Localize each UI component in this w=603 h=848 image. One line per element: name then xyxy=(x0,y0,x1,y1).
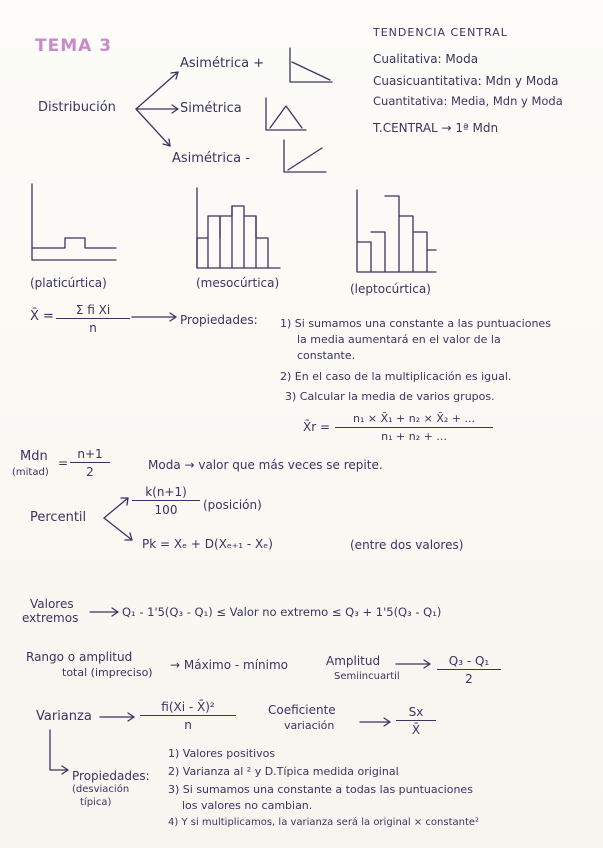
variance-property-3b: los valores no cambian. xyxy=(182,799,313,812)
variance-properties-sub-1: (desviación xyxy=(72,784,130,795)
variance-arrows xyxy=(50,713,390,774)
variance-property-1: 1) Valores positivos xyxy=(168,747,276,760)
variance-properties-label: Propiedades: xyxy=(72,769,150,783)
symmetric-sketch xyxy=(266,98,306,130)
asymmetric-negative-label: Asimétrica - xyxy=(172,151,250,166)
variance-label: Varianza xyxy=(36,709,92,724)
variation-coefficient-label-2: variación xyxy=(284,719,335,732)
mesokurtic-label: (mesocúrtica) xyxy=(196,276,280,290)
asymmetric-positive-label: Asimétrica + xyxy=(180,56,265,71)
extremes-label-1: Valores xyxy=(30,597,74,611)
mean-properties-label: Propiedades: xyxy=(180,313,258,327)
central-heading: TENDENCIA CENTRAL xyxy=(373,26,508,39)
symmetric-label: Simétrica xyxy=(180,101,242,116)
variance-property-4: 4) Y si multiplicamos, la varianza será la original × constante² xyxy=(168,817,480,828)
distribution-label: Distribución xyxy=(38,100,116,115)
percentile-formula: Pk = Xₑ + D(Xₑ₊₁ - Xₑ) xyxy=(142,537,273,551)
asymmetric-negative-sketch xyxy=(284,140,326,172)
percentile-note: (entre dos valores) xyxy=(350,538,464,552)
variation-coefficient-denominator: X̄ xyxy=(411,723,421,737)
extremes-arrow xyxy=(90,608,118,616)
percentile-branch-arrows xyxy=(104,498,132,540)
leptokurtic-histogram xyxy=(357,190,436,272)
mean-numerator: Σ fi Xi xyxy=(56,303,130,319)
mean-property-1a: 1) Si sumamos una constante a las puntuaciones xyxy=(280,317,551,330)
platykurtic-histogram xyxy=(32,184,116,260)
variance-property-3a: 3) Si sumamos una constante a todas las puntuaciones xyxy=(168,783,473,796)
central-line-3: Cuantitativa: Media, Mdn y Moda xyxy=(373,94,563,108)
distribution-branch-arrows xyxy=(136,72,178,146)
central-line-2: Cuasicuantitativa: Mdn y Moda xyxy=(373,74,559,88)
mean-denominator: n xyxy=(89,321,97,335)
extremes-formula: Q₁ - 1'5(Q₃ - Q₁) ≤ Valor no extremo ≤ Q₃ + 1'5(Q₃ - Q₁) xyxy=(122,605,442,619)
semi-interquartile-denominator: 2 xyxy=(465,672,473,686)
variance-denominator: n xyxy=(184,718,192,732)
variance-properties-sub-2: típica) xyxy=(80,797,112,808)
range-label-2: total (impreciso) xyxy=(62,666,153,679)
asymmetric-positive-sketch xyxy=(290,48,332,82)
mesokurtic-histogram xyxy=(197,188,280,268)
mean-property-3: 3) Calcular la media de varios grupos. xyxy=(285,390,495,403)
percentile-position-denominator: 100 xyxy=(154,503,178,517)
median-equals: = xyxy=(58,456,69,470)
page-title: TEMA 3 xyxy=(35,36,113,56)
variation-coefficient-label-1: Coeficiente xyxy=(268,703,336,717)
mean-lhs: X̄ = xyxy=(30,309,54,324)
median-label: Mdn xyxy=(20,449,48,464)
central-line-1: Cualitativa: Moda xyxy=(373,52,479,66)
mean-property-1c: constante. xyxy=(297,349,356,362)
range-formula: → Máximo - mínimo xyxy=(170,658,288,672)
extremes-label-2: extremos xyxy=(22,611,79,625)
semi-interquartile-arrow xyxy=(396,660,430,668)
platykurtic-label: (platicúrtica) xyxy=(30,276,107,290)
percentile-position-note: (posición) xyxy=(203,498,262,512)
group-mean-lhs: X̄r = xyxy=(303,420,331,434)
leptokurtic-label: (leptocúrtica) xyxy=(350,282,431,296)
mean-arrow xyxy=(132,313,176,321)
semi-interquartile-label-1: Amplitud xyxy=(326,654,381,668)
group-mean-numerator: n₁ × X̄₁ + n₂ × X̄₂ + ... xyxy=(335,412,493,428)
mean-property-2: 2) En el caso de la multiplicación es igual. xyxy=(280,370,512,383)
percentile-label: Percentil xyxy=(30,510,87,525)
variance-property-2: 2) Varianza al ² y D.Típica medida original xyxy=(168,765,399,778)
semi-interquartile-numerator: Q₃ - Q₁ xyxy=(437,654,501,670)
central-line-4: T.CENTRAL → 1ª Mdn xyxy=(373,121,499,135)
variation-coefficient-numerator: Sx xyxy=(396,705,436,721)
percentile-position-numerator: k(n+1) xyxy=(132,485,200,501)
median-sublabel: (mitad) xyxy=(12,467,49,478)
semi-interquartile-label-2: Semiincuartil xyxy=(334,671,400,682)
median-numerator: n+1 xyxy=(70,447,110,463)
group-mean-denominator: n₁ + n₂ + ... xyxy=(381,430,447,443)
mean-property-1b: la media aumentará en el valor de la xyxy=(297,333,501,346)
variance-numerator: fi(Xi - X̄)² xyxy=(140,700,236,716)
mode-definition: Moda → valor que más veces se repite. xyxy=(148,458,383,472)
median-denominator: 2 xyxy=(86,465,94,479)
range-label-1: Rango o amplitud xyxy=(26,650,133,664)
